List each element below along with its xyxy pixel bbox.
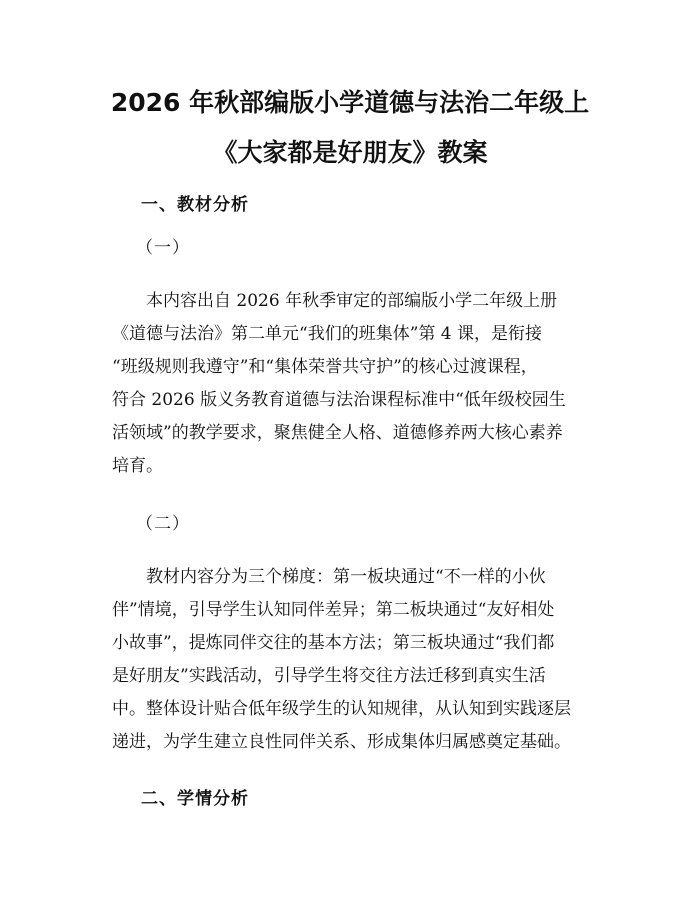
subsection-label-2: （二） xyxy=(136,514,190,534)
paragraph-line: 活领域”的教学要求，聚焦健全人格、道德修养两大核心素养 xyxy=(112,423,563,443)
document-title-line-2: 《大家都是好朋友》教案 xyxy=(212,138,488,167)
section-heading-learner-analysis: 二、学情分析 xyxy=(141,789,249,809)
paragraph-line: 伴”情境，引导学生认知同伴差异；第二板块通过“友好相处 xyxy=(112,600,555,620)
paragraph-line: 小故事”，提炼同伴交往的基本方法；第三板块通过“我们都 xyxy=(112,633,555,653)
document-title-line-1: 2026 年秋部编版小学道德与法治二年级上 xyxy=(110,88,590,117)
paragraph-line: 本内容出自 2026 年秋季审定的部编版小学二年级上册 xyxy=(112,291,558,311)
paragraph-line: 递进，为学生建立良性同伴关系、形成集体归属感奠定基础。 xyxy=(112,732,571,752)
paragraph-line: 《道德与法治》第二单元“我们的班集体”第 4 课，是衔接 xyxy=(112,324,543,344)
subsection-label-1: （一） xyxy=(136,238,190,258)
paragraph-line: 符合 2026 版义务教育道德与法治课程标准中“低年级校园生 xyxy=(112,390,566,410)
paragraph-line: 教材内容分为三个梯度：第一板块通过“不一样的小伙 xyxy=(112,567,546,587)
section-heading-textbook-analysis: 一、教材分析 xyxy=(141,195,249,215)
paragraph-line: 培育。 xyxy=(112,456,163,476)
paragraph-textbook-content xyxy=(112,561,590,759)
paragraph-textbook-source xyxy=(112,285,590,483)
paragraph-line: “班级规则我遵守”和“集体荣誉共守护”的核心过渡课程， xyxy=(112,357,538,377)
paragraph-line: 是好朋友”实践活动，引导学生将交往方法迁移到真实生活 xyxy=(112,666,546,686)
paragraph-line: 中。整体设计贴合低年级学生的认知规律，从认知到实践逐层 xyxy=(112,699,571,719)
